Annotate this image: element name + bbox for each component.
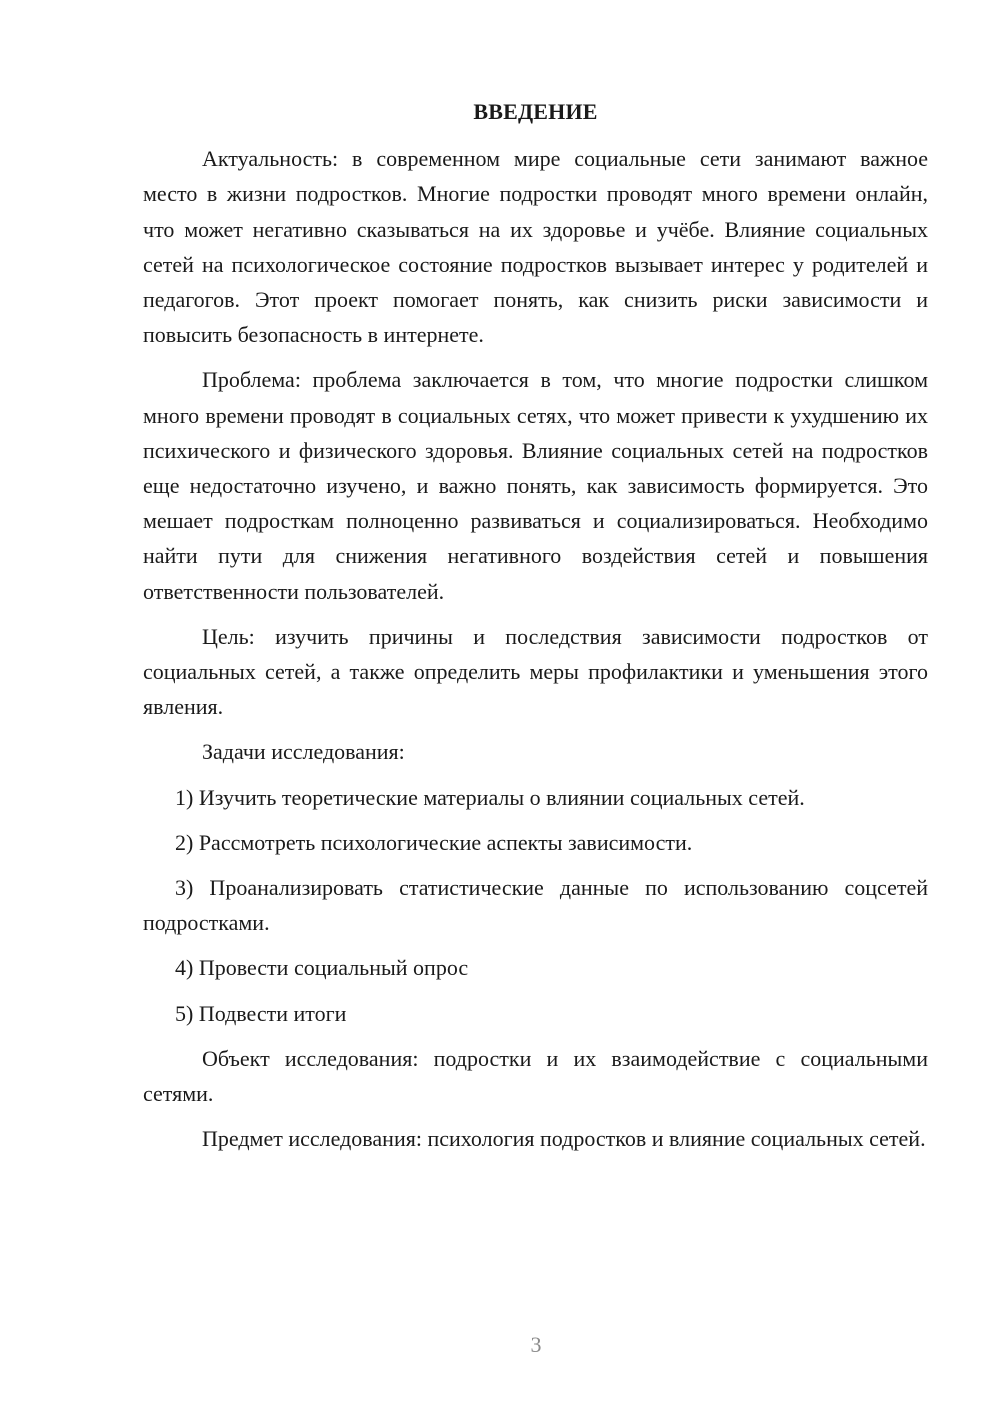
goal-paragraph: Цель: изучить причины и последствия зависимости подростков от социальных сетей, а также определить меры профилактики и уменьшения этого явления. — [143, 623, 928, 720]
relevance-paragraph: Актуальность: в современном мире социальные сети занимают важное место в жизни подростков. Многие подростки проводят много времени онлайн, что может негативно сказываться на их здоровье и учёбе. Влияние социальных сетей на психологическое состояние подростков вызывает интерес у родителей и педагогов. Этот проект помогает понять, как снизить риски зависимости и повысить безопасность в интернете. — [143, 146, 928, 348]
section-title: ВВЕДЕНИЕ — [473, 99, 598, 124]
list-item: 1) Изучить теоретические материалы о влиянии социальных сетей. — [175, 784, 805, 810]
tasks-heading: Задачи исследования: — [202, 739, 405, 765]
list-item: 5) Подвести итоги — [175, 1000, 347, 1026]
list-item: 4) Провести социальный опрос — [175, 955, 469, 981]
page-number: 3 — [530, 1332, 542, 1357]
subject-paragraph: Предмет исследования: психология подростков и влияние социальных сетей. — [202, 1126, 926, 1152]
list-item: 2) Рассмотреть психологические аспекты зависимости. — [175, 829, 693, 855]
tasks-list — [143, 780, 928, 1031]
list-item: 3) Проанализировать статистические данные по использованию соцсетей подростками. — [143, 875, 928, 936]
page-content — [143, 94, 928, 1166]
object-paragraph: Объект исследования: подростки и их взаимодействие с социальными сетями. — [143, 1045, 928, 1107]
problem-paragraph: Проблема: проблема заключается в том, что многие подростки слишком много времени проводят в социальных сетях, что может привести к ухудшению их психического и физического здоровья. Влияние социальных сетей на подростков еще недостаточно изучено, и важно понять, как зависимость формируется. Это мешает подросткам полноценно развиваться и социализироваться. Необходимо найти пути для снижения негативного воздействия сетей и повышения ответственности пользователей. — [143, 367, 928, 604]
